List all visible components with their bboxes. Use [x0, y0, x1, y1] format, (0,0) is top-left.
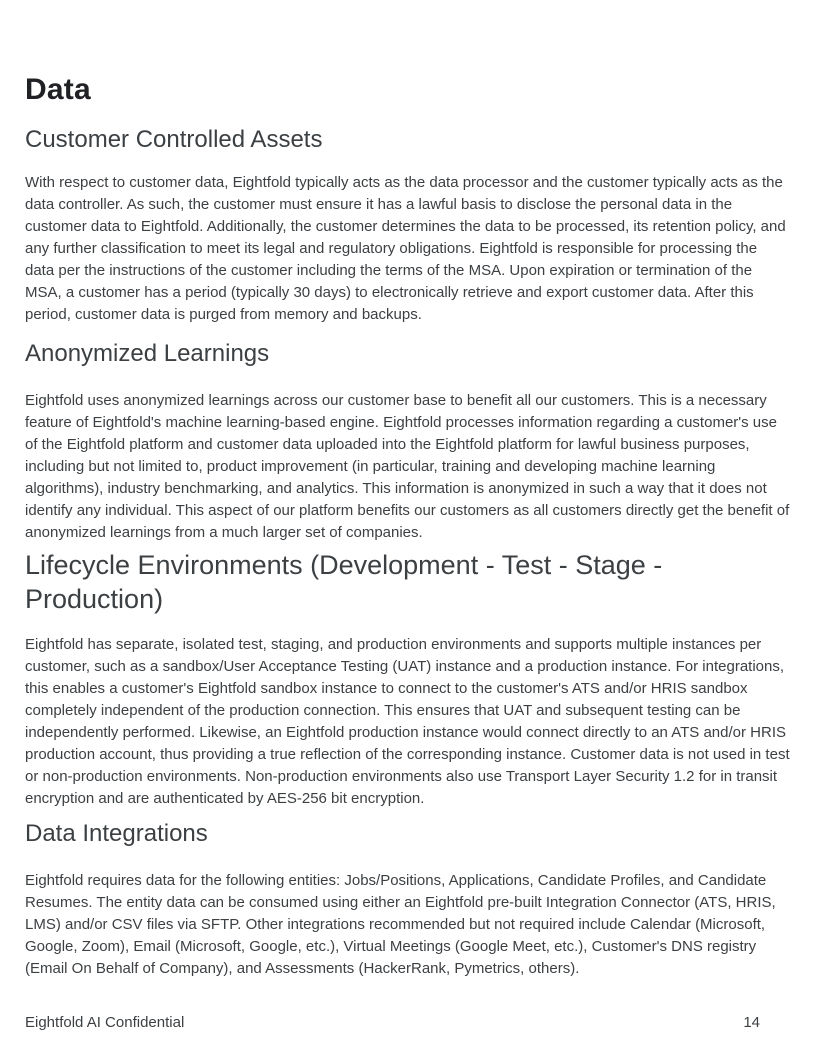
footer-page-number: 14: [743, 1014, 760, 1031]
section-body-customer-controlled-assets: With respect to customer data, Eightfold typically acts as the data processor and the customer typically acts as the data controller. As such, the customer must ensure it has a lawful basis to disclose the personal data in the customer data to Eightfold. Additionally, the customer determines the data to be processed, its retention policy, and any further classification to meet its legal and regulatory obligations. Eightfold is responsible for processing the data per the instructions of the customer including the terms of the MSA. Upon expiration or termination of the MSA, a customer has a period (typically 30 days) to electronically retrieve and export customer data. After this period, customer data is purged from memory and backups.: [25, 174, 786, 323]
section-data-integrations: [25, 818, 790, 980]
page-footer: [25, 1012, 760, 1034]
section-body-lifecycle-environments: Eightfold has separate, isolated test, staging, and production environments and supports multiple instances per customer, such as a sandbox/User Acceptance Testing (UAT) instance and a production instance. For integrations, this enables a customer's Eightfold sandbox instance to connect to the customer's ATS and/or HRIS sandbox completely independent of the production connection. This ensures that UAT and subsequent testing can be independently performed. Likewise, an Eightfold production instance would connect directly to an ATS and/or HRIS production account, thus providing a true reflection of the corresponding instance. Customer data is not used in test or non-production environments. Non-production environments also use Transport Layer Security 1.2 for in transit encryption and are authenticated by AES-256 bit encryption.: [25, 636, 790, 807]
section-customer-controlled-assets: [25, 124, 790, 326]
section-heading-anonymized-learnings: Anonymized Learnings: [25, 340, 270, 367]
section-anonymized-learnings: [25, 338, 790, 544]
section-heading-lifecycle-environments: Lifecycle Environments (Development - Test - Stage - Production): [25, 550, 663, 614]
section-body-data-integrations: Eightfold requires data for the following entities: Jobs/Positions, Applications, Candidate Profiles, and Candidate Resumes. The entity data can be consumed using either an Eightfold pre-built Integration Connector (ATS, HRIS, LMS) and/or CSV files via SFTP. Other integrations recommended but not required include Calendar (Microsoft, Google, Zoom), Email (Microsoft, Google, etc.), Virtual Meetings (Google Meet, etc.), Customer's DNS registry (Email On Behalf of Company), and Assessments (HackerRank, Pymetrics, others).: [25, 872, 776, 977]
page-title: Data: [25, 73, 91, 106]
footer-confidentiality-label: Eightfold AI Confidential: [25, 1014, 185, 1031]
section-heading-customer-controlled-assets: Customer Controlled Assets: [25, 126, 323, 153]
section-body-anonymized-learnings: Eightfold uses anonymized learnings across our customer base to benefit all our customers. This is a necessary feature of Eightfold's machine learning-based engine. Eightfold processes information regarding a customer's use of the Eightfold platform and customer data uploaded into the Eightfold platform for lawful business purposes, including but not limited to, product improvement (in particular, training and developing machine learning algorithms), industry benchmarking, and analytics. This information is anonymized in such a way that it does not identify any individual. This aspect of our platform benefits our customers as all customers directly get the benefit of anonymized learnings from a much larger set of companies.: [25, 392, 790, 541]
page-content: [25, 0, 790, 980]
section-heading-data-integrations: Data Integrations: [25, 820, 208, 847]
section-lifecycle-environments: [25, 548, 790, 810]
